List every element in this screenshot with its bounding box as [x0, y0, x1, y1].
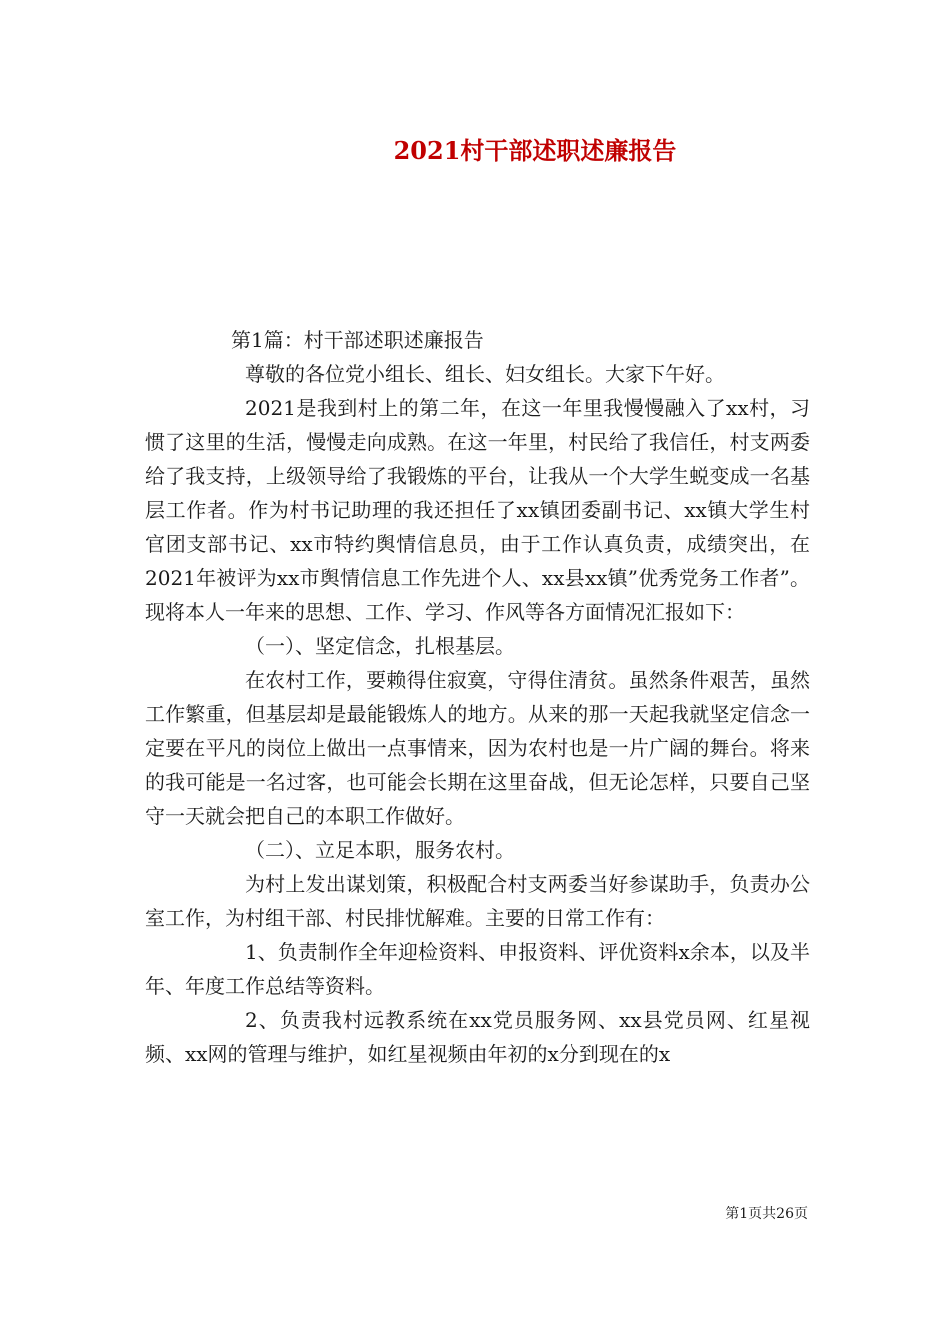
page-number-footer: 第1页共26页	[725, 1206, 808, 1222]
chapter-heading: 第1篇：村干部述职述廉报告	[231, 328, 484, 352]
body-paragraph: 2021是我到村上的第二年，在这一年里我慢慢融入了xx村，习惯了这里的生活，慢慢走向成熟。在这一年里，村民给了我信任，村支两委给了我支持，上级领导给了我锻炼的平台，让我从一个大学生蜕变成一名基层工作者。作为村书记助理的我还担任了xx镇团委副书记、xx镇大学生村官团支部书记、xx市特约舆情信息员，由于工作认真负责，成绩突出，在2021年被评为xx市舆情信息工作先进个人、xx县xx镇”优秀党务工作者”。现将本人一年来的思想、工作、学习、作风等各方面情况汇报如下：	[145, 396, 810, 624]
list-item: 2、负责我村远教系统在xx党员服务网、xx县党员网、红星视频、xx网的管理与维护，如红星视频由年初的x分到现在的x	[145, 1008, 810, 1066]
section-heading: （一）、坚定信念，扎根基层。	[245, 634, 515, 658]
section-heading: （二）、立足本职，服务农村。	[245, 838, 515, 862]
document-body	[145, 323, 810, 1071]
document-title: 2021村干部述职述廉报告	[393, 136, 677, 165]
body-paragraph: 在农村工作，要赖得住寂寞，守得住清贫。虽然条件艰苦，虽然工作繁重，但基层却是最能锻炼人的地方。从来的那一天起我就坚定信念一定要在平凡的岗位上做出一点事情来，因为农村也是一片广阔的舞台。将来的我可能是一名过客，也可能会长期在这里奋战，但无论怎样，只要自己坚守一天就会把自己的本职工作做好。	[145, 668, 810, 828]
greeting-paragraph: 尊敬的各位党小组长、组长、妇女组长。大家下午好。	[245, 362, 725, 386]
list-item: 1、负责制作全年迎检资料、申报资料、评优资料x余本，以及半年、年度工作总结等资料。	[145, 940, 810, 998]
body-paragraph: 为村上发出谋划策，积极配合村支两委当好参谋助手，负责办公室工作，为村组干部、村民排忧解难。主要的日常工作有：	[145, 872, 810, 930]
